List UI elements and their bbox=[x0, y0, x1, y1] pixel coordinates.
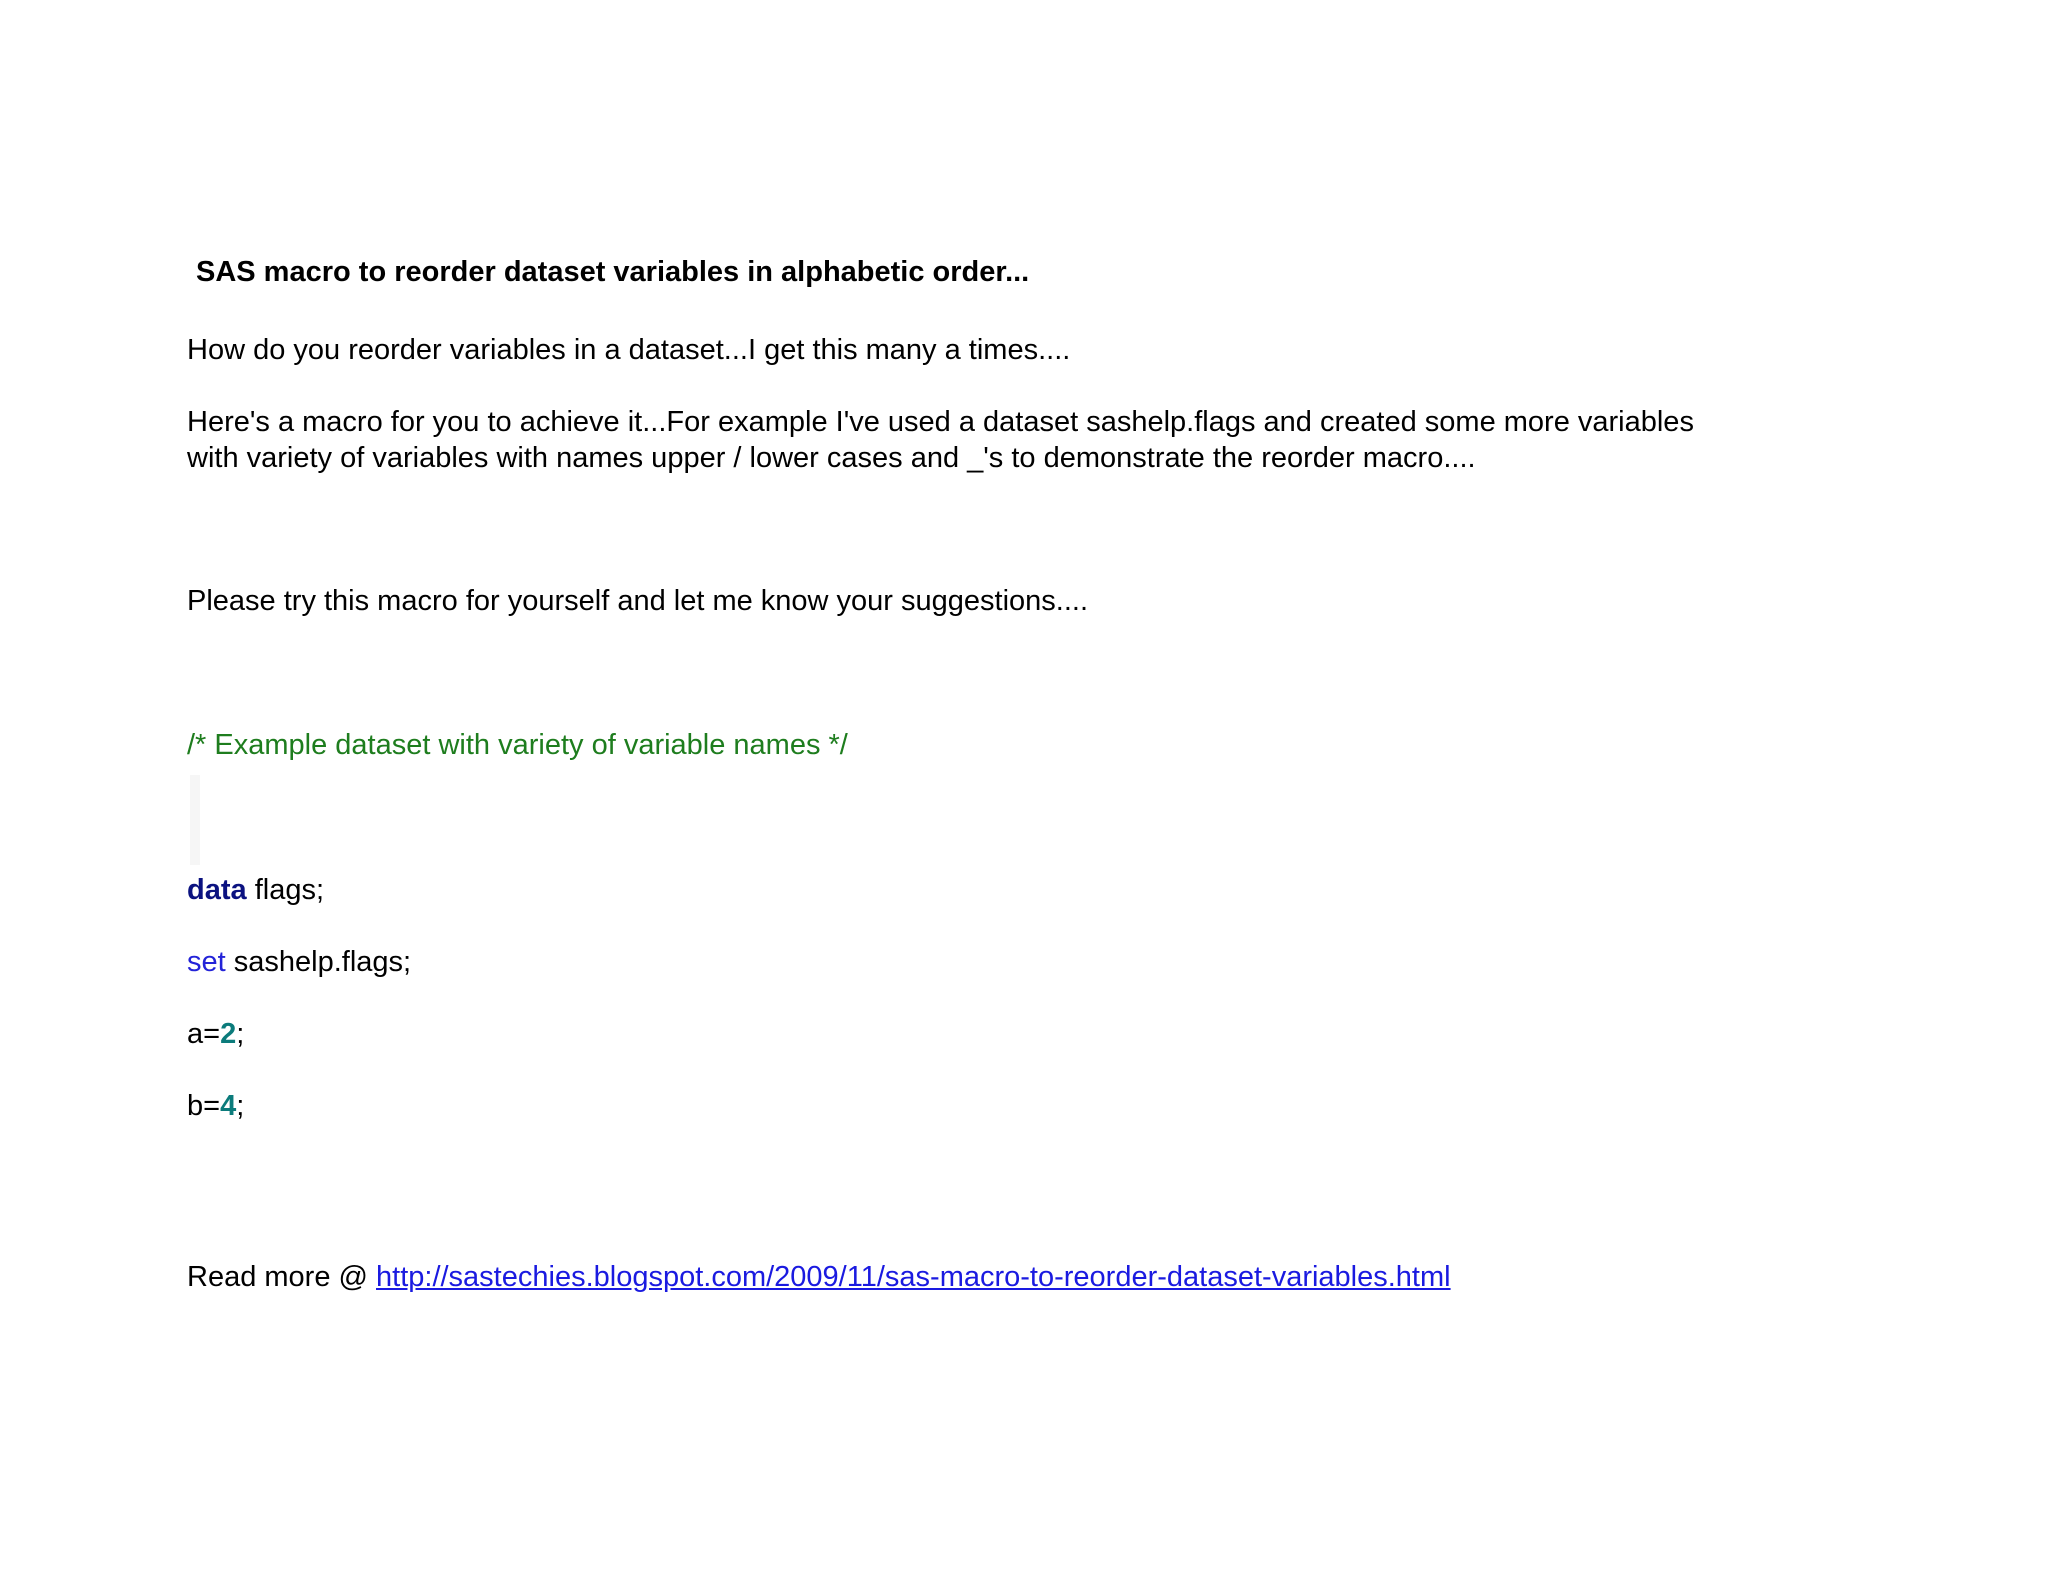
keyword-data: data bbox=[187, 874, 247, 906]
code-line-set bbox=[187, 944, 411, 980]
code-end-a: ; bbox=[236, 1018, 245, 1050]
code-value-b: 4 bbox=[220, 1090, 237, 1122]
code-line-b bbox=[187, 1088, 244, 1124]
code-line-a bbox=[187, 1016, 244, 1052]
code-var-b: b= bbox=[187, 1090, 221, 1122]
code-var-a: a= bbox=[187, 1018, 221, 1050]
code-line-data-rest: flags; bbox=[246, 874, 325, 906]
code-line-set-rest: sashelp.flags; bbox=[225, 946, 412, 978]
keyword-set: set bbox=[187, 946, 226, 978]
request-paragraph: Please try this macro for yourself and let me know your suggestions.... bbox=[187, 585, 1089, 617]
read-more bbox=[187, 1259, 1451, 1295]
code-end-b: ; bbox=[236, 1090, 245, 1122]
code-margin-shade bbox=[190, 775, 200, 865]
description-line-2: with variety of variables with names upper / lower cases and _'s to demonstrate the reorder macro.... bbox=[187, 442, 1476, 474]
code-comment: /* Example dataset with variety of variable names */ bbox=[187, 729, 848, 761]
code-value-a: 2 bbox=[220, 1018, 237, 1050]
description-line-1: Here's a macro for you to achieve it...For example I've used a dataset sashelp.flags and created some more variables bbox=[187, 406, 1694, 438]
code-line-data bbox=[187, 872, 324, 908]
page-title: SAS macro to reorder dataset variables in alphabetic order... bbox=[196, 256, 1030, 288]
read-more-link[interactable]: http://sastechies.blogspot.com/2009/11/sas-macro-to-reorder-dataset-variables.html bbox=[376, 1261, 1451, 1293]
intro-paragraph: How do you reorder variables in a dataset...I get this many a times.... bbox=[187, 334, 1071, 366]
read-more-label: Read more @ bbox=[187, 1261, 377, 1293]
